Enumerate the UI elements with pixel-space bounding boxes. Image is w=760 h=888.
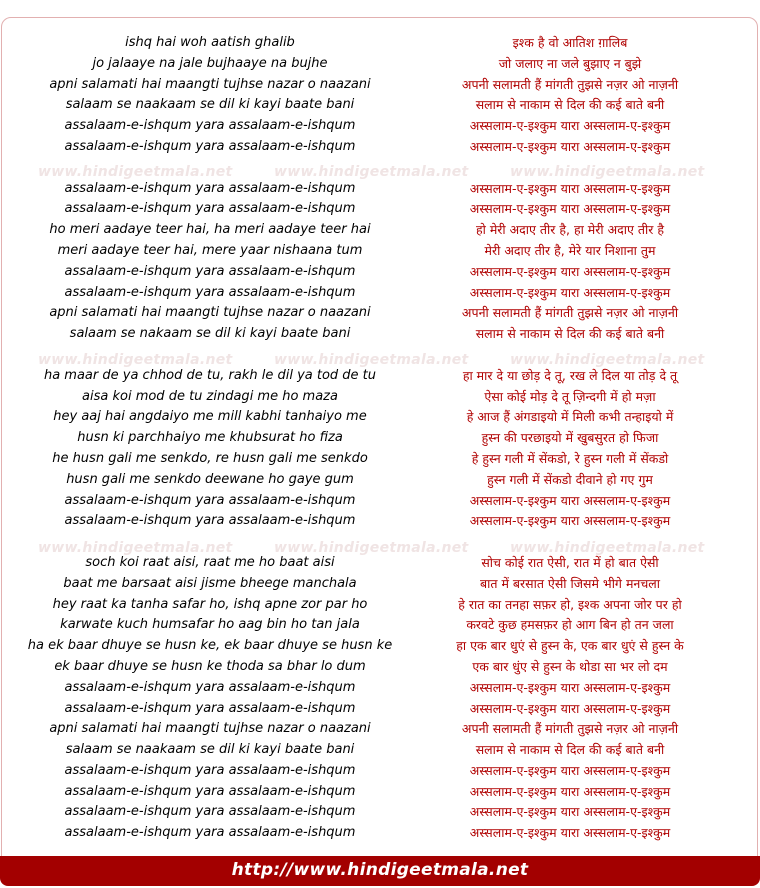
lyric-line-hindi	[380, 532, 760, 553]
lyric-line-english: husn gali me senkdo deewane ho gaye gum	[66, 471, 354, 487]
watermark: www.hindigeetmala.net	[510, 352, 705, 368]
lyric-line-hindi: मेरी अदाए तीर है, मेरे यार निशाना तुम	[484, 242, 656, 258]
lyric-line-english: assalaam-e-ishqum yara assalaam-e-ishqum	[64, 783, 356, 799]
lyric-line-hindi: अस्सलाम-ए-इश्कुम यारा अस्सलाम-ए-इश्कुम	[469, 263, 671, 279]
lyric-line-english: assalaam-e-ishqum yara assalaam-e-ishqum	[64, 492, 356, 508]
lyric-line-hindi: अपनी सलामती हैं मांगती तुझसे नज़र ओ नाज़नी	[461, 305, 679, 321]
lyric-line-hindi	[380, 158, 760, 179]
lyric-line-hindi: जो जलाए ना जले बुझाए न बुझे	[498, 55, 642, 71]
lyric-line-hindi: हे आज हैं अंगडाइयो में मिली कभी तन्हाइयो में	[466, 409, 674, 425]
lyric-line-english: assalaam-e-ishqum yara assalaam-e-ishqum	[64, 825, 356, 841]
lyric-line-hindi: सलाम से नाकाम से दिल की कई बाते बनी	[475, 326, 665, 342]
lyric-line-english: assalaam-e-ishqum yara assalaam-e-ishqum	[64, 180, 356, 196]
lyric-line-hindi: हुस्न की परछाइयो में खुबसुरत हो फिजा	[481, 430, 659, 446]
lyric-line-hindi: अस्सलाम-ए-इश्कुम यारा अस्सलाम-ए-इश्कुम	[469, 180, 671, 196]
lyric-line-english	[0, 158, 420, 179]
lyric-line-english: assalaam-e-ishqum yara assalaam-e-ishqum	[64, 762, 356, 778]
lyric-line-english: apni salamati hai maangti tujhse nazar o naazani	[49, 721, 371, 737]
footer-link[interactable]: http://www.hindigeetmala.net	[231, 860, 529, 880]
lyric-line-english: baat me barsaat aisi jisme bheege manchala	[63, 575, 357, 591]
lyric-line-hindi: अपनी सलामती हैं मांगती तुझसे नज़र ओ नाज़नी	[461, 721, 679, 737]
lyric-line-hindi: अस्सलाम-ए-इश्कुम यारा अस्सलाम-ए-इश्कुम	[469, 825, 671, 841]
lyric-line-hindi: अस्सलाम-ए-इश्कुम यारा अस्सलाम-ए-इश्कुम	[469, 138, 671, 154]
lyric-line-english: ha maar de ya chhod de tu, rakh le dil ya tod de tu	[43, 367, 377, 383]
lyric-line-english: jo jalaaye na jale bujhaaye na bujhe	[92, 55, 328, 71]
lyric-line-english: hey raat ka tanha safar ho, ishq apne zor par ho	[52, 596, 368, 612]
lyric-line-hindi: ऐसा कोई मोड़ दे तू ज़िन्दगी में हो मज़ा	[484, 388, 656, 404]
watermark: www.hindigeetmala.net	[38, 352, 233, 368]
lyric-line-hindi: अस्सलाम-ए-इश्कुम यारा अस्सलाम-ए-इश्कुम	[469, 201, 671, 217]
lyric-line-hindi: अस्सलाम-ए-इश्कुम यारा अस्सलाम-ए-इश्कुम	[469, 284, 671, 300]
lyrics-hindi-column	[380, 33, 760, 844]
lyric-line-hindi: अस्सलाम-ए-इश्कुम यारा अस्सलाम-ए-इश्कुम	[469, 762, 671, 778]
lyric-line-hindi: हे रात का तनहा सफ़र हो, इश्क अपना जोर पर हो	[458, 596, 682, 612]
lyric-line-hindi	[380, 345, 760, 366]
lyric-line-hindi: करवटे कुछ हमसफ़र हो आग बिन हो तन जला	[466, 617, 674, 633]
watermark: www.hindigeetmala.net	[510, 164, 705, 180]
lyric-line-english: ek baar dhuye se husn ke thoda sa bhar lo dum	[54, 658, 366, 674]
lyric-line-english: apni salamati hai maangti tujhse nazar o naazani	[49, 305, 371, 321]
lyric-line-english: meri aadaye teer hai, mere yaar nishaana tum	[57, 242, 363, 258]
lyric-line-english: assalaam-e-ishqum yara assalaam-e-ishqum	[64, 138, 356, 154]
footer-bar	[0, 856, 760, 886]
lyrics-english-column	[0, 33, 420, 844]
lyric-line-english: karwate kuch humsafar ho aag bin ho tan jala	[60, 617, 360, 633]
lyric-line-hindi: एक बार धुंए से हुस्न के थोडा सा भर लो दम	[472, 658, 668, 674]
lyric-line-hindi: हुस्न गली में सेंकडो दीवाने हो गए गुम	[487, 471, 653, 487]
lyric-line-english	[0, 532, 420, 553]
lyric-line-hindi: हा एक बार धुएं से हुस्न के, एक बार धुएं से हुस्न के	[456, 638, 684, 654]
lyric-line-english: assalaam-e-ishqum yara assalaam-e-ishqum	[64, 513, 356, 529]
lyric-line-hindi: अस्सलाम-ए-इश्कुम यारा अस्सलाम-ए-इश्कुम	[469, 783, 671, 799]
lyric-line-hindi: अस्सलाम-ए-इश्कुम यारा अस्सलाम-ए-इश्कुम	[469, 513, 671, 529]
lyric-line-english: aisa koi mod de tu zindagi me ho maza	[82, 388, 338, 404]
lyric-line-english	[0, 345, 420, 366]
lyric-line-hindi: अस्सलाम-ए-इश्कुम यारा अस्सलाम-ए-इश्कुम	[469, 492, 671, 508]
watermark: www.hindigeetmala.net	[38, 540, 233, 556]
watermark: www.hindigeetmala.net	[274, 164, 469, 180]
watermark: www.hindigeetmala.net	[274, 540, 469, 556]
lyric-line-hindi: हो मेरी अदाए तीर है, हा मेरी अदाए तीर है	[475, 222, 665, 238]
lyric-line-hindi: अस्सलाम-ए-इश्कुम यारा अस्सलाम-ए-इश्कुम	[469, 700, 671, 716]
lyric-line-english: apni salamati hai maangti tujhse nazar o naazani	[49, 76, 371, 92]
lyric-line-hindi: सोच कोई रात ऐसी, रात में हो बात ऐसी	[481, 554, 659, 570]
lyric-line-hindi: सलाम से नाकाम से दिल की कई बाते बनी	[475, 742, 665, 758]
lyric-line-english: salaam se nakaam se dil ki kayi baate bani	[69, 326, 351, 342]
watermark: www.hindigeetmala.net	[274, 352, 469, 368]
lyric-line-hindi: अपनी सलामती हैं मांगती तुझसे नज़र ओ नाज़नी	[461, 76, 679, 92]
lyric-line-hindi: बात में बरसात ऐसी जिसमे भीगे मनचला	[479, 575, 661, 591]
lyric-line-english: salaam se naakaam se dil ki kayi baate bani	[65, 97, 355, 113]
lyric-line-english: hey aaj hai angdaiyo me mill kabhi tanhaiyo me	[53, 409, 367, 425]
lyric-line-hindi: हे हुस्न गली में सेंकडो, रे हुस्न गली में सेंकडो	[471, 450, 669, 466]
lyric-line-english: ha ek baar dhuye se husn ke, ek baar dhuye se husn ke	[27, 638, 393, 654]
lyric-line-english: husn ki parchhaiyo me khubsurat ho fiza	[77, 430, 343, 446]
lyric-line-english: he husn gali me senkdo, re husn gali me senkdo	[52, 450, 368, 466]
watermark: www.hindigeetmala.net	[510, 540, 705, 556]
lyric-line-english: assalaam-e-ishqum yara assalaam-e-ishqum	[64, 263, 356, 279]
lyric-line-english: assalaam-e-ishqum yara assalaam-e-ishqum	[64, 804, 356, 820]
lyric-line-english: ho meri aadaye teer hai, ha meri aadaye teer hai	[49, 222, 371, 238]
lyric-line-english: soch koi raat aisi, raat me ho baat aisi	[85, 554, 335, 570]
lyric-line-hindi: अस्सलाम-ए-इश्कुम यारा अस्सलाम-ए-इश्कुम	[469, 118, 671, 134]
watermark: www.hindigeetmala.net	[38, 164, 233, 180]
lyric-line-english: salaam se naakaam se dil ki kayi baate bani	[65, 742, 355, 758]
lyric-line-english: assalaam-e-ishqum yara assalaam-e-ishqum	[64, 700, 356, 716]
lyric-line-english: assalaam-e-ishqum yara assalaam-e-ishqum	[64, 118, 356, 134]
lyric-line-hindi: हा मार दे या छोड़ दे तू, रख ले दिल या तोड़ दे तू	[462, 367, 678, 383]
lyric-line-english: ishq hai woh aatish ghalib	[125, 35, 295, 50]
lyric-line-hindi: इश्क है वो आतिश ग़ालिब	[512, 35, 628, 50]
lyric-line-hindi: सलाम से नाकाम से दिल की कई बाते बनी	[475, 97, 665, 113]
lyric-line-english: assalaam-e-ishqum yara assalaam-e-ishqum	[64, 201, 356, 217]
lyric-line-english: assalaam-e-ishqum yara assalaam-e-ishqum	[64, 284, 356, 300]
lyric-line-english: assalaam-e-ishqum yara assalaam-e-ishqum	[64, 679, 356, 695]
lyric-line-hindi: अस्सलाम-ए-इश्कुम यारा अस्सलाम-ए-इश्कुम	[469, 679, 671, 695]
lyric-line-hindi: अस्सलाम-ए-इश्कुम यारा अस्सलाम-ए-इश्कुम	[469, 804, 671, 820]
